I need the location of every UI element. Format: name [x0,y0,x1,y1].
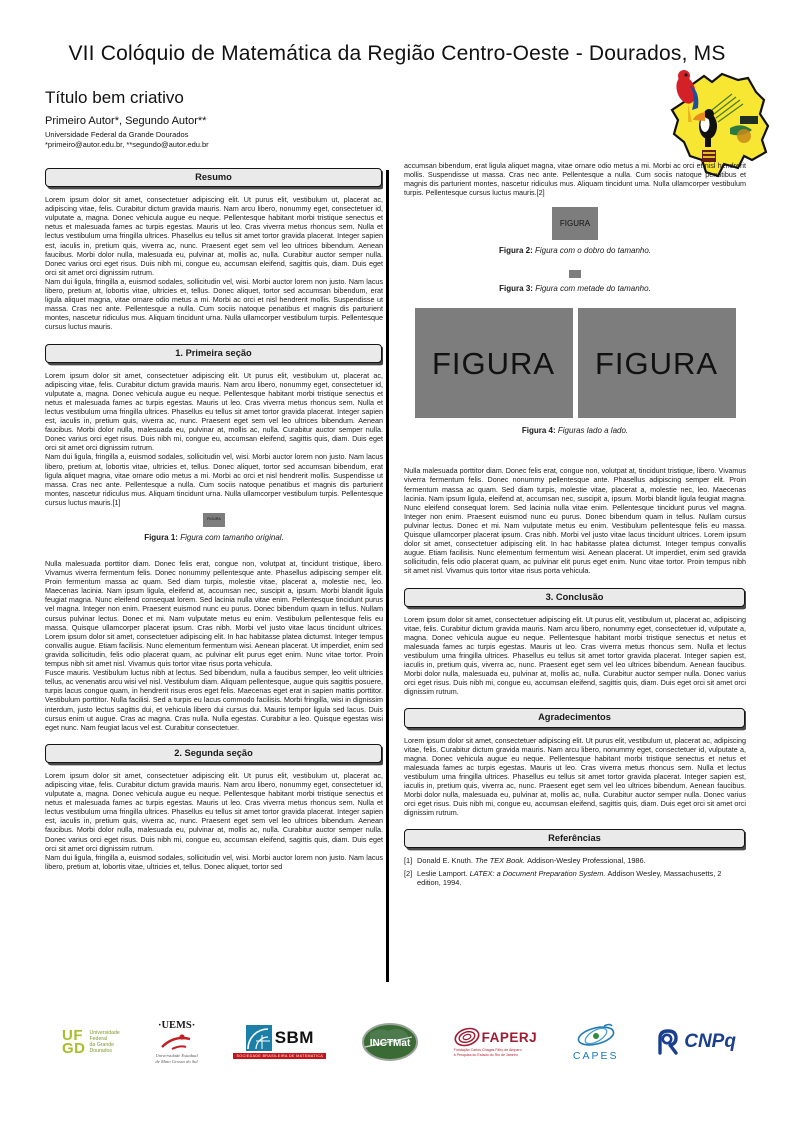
ufgd-line: da Grande [89,1042,115,1048]
cnpq-wordmark: CNPq [684,1031,736,1052]
figure-caption-text: Figura com o dobro do tamanho. [534,246,652,256]
section-header-primeira-secao [45,344,382,363]
figure-4 [404,308,746,418]
figure-caption-text: Figura com tamanho original. [180,533,284,542]
faperj-spiral-icon [454,1027,480,1047]
section-title: 1. Primeira seção [175,347,252,358]
figure-1-caption [45,533,383,543]
uems-sub-line: Universidade Estadual [155,1053,198,1059]
poster-title: Título bem criativo [45,88,184,107]
reference-body [417,869,746,888]
figure-caption-text: Figuras lado a lado. [557,426,629,436]
section-header-conclusao [404,588,745,607]
conclusao-paragraph: Lorem ipsum dolor sit amet, consectetuer adipiscing elit. Ut purus elit, vestibulum ut, placerat ac, adipiscing vitae, felis. Curabitur dictum gravida mauris. Nam arcu libero, nonummy eget, consectetuer id, vulputate a, magna. Donec vehicula augue eu neque. Pellentesque habitant morbi tristique senectus et netus et malesuada fames ac turpis egestas. Mauris ut leo. Cras viverra metus rhoncus sem. Nulla et lectus vestibulum urna fringilla ultrices. Phasellus eu tellus sit amet tortor gravida placerat. Integer sapien est, iaculis in, pretium quis, viverra ac, nunc. Praesent eget sem vel leo ultrices bibendum. Aenean faucibus. Morbi dolor nulla, malesuada eu, pulvinar at, mollis ac, nulla. Curabitur auctor semper nulla. Donec varius orci eget risus. Duis nibh mi, congue eu, accumsan eleifend, sagittis quis, diam. Duis eget orci sit amet orci dignissim rutrum. [404,614,746,697]
authors-line: Primeiro Autor*, Segundo Autor** [45,115,207,127]
section-title: 2. Segunda seção [174,747,253,758]
figure-caption-label: Figura 1: [144,533,178,542]
ufgd-logo [62,1029,120,1055]
sec2-paragraph-3: Nulla malesuada porttitor diam. Donec felis erat, congue non, volutpat at, tincidunt tristique, libero. Vivamus viverra fermentum felis. Donec nonummy pellentesque ante. Phasellus adipiscing semper elit. Proin fermentum massa ac quam. Sed diam turpis, molestie vitae, placerat a, molestie nec, leo. Maecenas lacinia. Nam ipsum ligula, eleifend at, accumsan nec, suscipit a, ipsum. Morbi blandit ligula feugiat magna. Nunc eleifend consequat lorem. Sed lacinia nulla vitae enim. Pellentesque tincidunt purus vel magna. Integer non enim. Praesent euismod nunc eu purus. Donec bibendum quam in tellus. Nullam cursus pulvinar lectus. Donec et mi. Nam vulputate metus eu enim. Vestibulum pellentesque felis eu massa. Quisque ullamcorper placerat ipsum. Cras nibh. Morbi vel justo vitae lacus tincidunt ultrices. Lorem ipsum dolor sit amet, consectetuer adipiscing elit. In hac habitasse platea dictumst. Integer tempus convallis augue. Etiam facilisis. Nunc elementum fermentum wisi. Aenean placerat. Ut imperdiet, enim sed gravida sollicitudin, felis odio placerat quam, ac pulvinar elit purus eget enim. Nunc vitae tortor. Proin tempus nibh sit amet nisl. Vivamus quis tortor vitae risus porta vehicula. [404,466,746,576]
ufgd-line: Dourados [89,1048,112,1055]
ufgd-line: Federal [89,1035,108,1042]
figure-3-placeholder [569,270,581,278]
figure-4-left-placeholder [415,308,573,418]
sec1-paragraph-4: Fusce mauris. Vestibulum luctus nibh at lectus. Sed bibendum, nulla a faucibus semper, leo velit ultricies tellus, ac venenatis arcu wisi vel nisl. Vestibulum diam. Aliquam pellentesque, augue quis sagittis posuere, turpis lacus congue quam, in hendrerit risus eros eget felis. Maecenas eget erat in sapien mattis porttitor. Vestibulum porttitor. Nulla facilisi. Sed a turpis eu lacus commodo facilisis. Morbi fringilla, wisi in dignissim interdum, justo lectus sagittis dui, et vehicula libero dui cursus dui. Mauris tempor ligula sed lacus. Duis cursus enim ut augue. Cras ac magna. Cras nulla. Nulla egestas. Curabitur a leo. Quisque egestas wisi eget nunc. Nam feugiat lacus vel est. Curabitur consectetuer. [45,668,383,732]
section-header-agradecimentos [404,708,745,727]
reference-tail: Addison Wesley, Massachusetts, 2 edition, 1994. [417,868,722,888]
emails-line: *primeiro@autor.edu.br, **segundo@autor.edu.br [45,140,209,149]
column-divider [386,170,389,982]
inctmat-globe-icon [362,1023,418,1061]
faperj-subtitle [454,1048,522,1057]
inctmat-logo [362,1023,418,1061]
figure-placeholder-label: FIGURA [431,345,556,381]
figure-1 [45,507,383,527]
figure-placeholder-label: FIGURA [207,517,221,522]
section-title: Resumo [195,172,232,182]
affiliation-line: Universidade Federal da Grande Dourados [45,130,189,139]
figure-placeholder-label: FIGURA [559,219,591,229]
right-column [404,161,746,1013]
agradecimentos-paragraph: Lorem ipsum dolor sit amet, consectetuer adipiscing elit. Ut purus elit, vestibulum ut, placerat ac, adipiscing vitae, felis. Curabitur dictum gravida mauris. Nam arcu libero, nonummy eget, consectetuer id, vulputate a, magna. Donec vehicula augue eu neque. Pellentesque habitant morbi tristique senectus et netus et malesuada fames ac turpis egestas. Mauris ut leo. Cras viverra metus rhoncus sem. Nulla et lectus vestibulum urna fringilla ultrices. Phasellus eu tellus sit amet tortor gravida placerat. Integer sapien est, iaculis in, pretium quis, viverra ac, nunc. Praesent eget sem vel leo ultrices bibendum. Aenean faucibus. Morbi dolor nulla, malesuada eu, pulvinar at, mollis ac, nulla. Curabitur auctor semper nulla. Donec varius orci eget risus. Duis nibh mi, congue eu, accumsan eleifend, sagittis quis, diam. Duis eget orci sit amet orci dignissim rutrum. [404,735,746,818]
uems-sub-line: de Mato Grosso do Sul [155,1058,198,1064]
reference-item-2 [404,869,746,888]
reference-author: Donald E. Knuth. [417,856,475,866]
reference-label: [2] [404,868,413,878]
faperj-logo [454,1027,538,1057]
sec1-paragraph-2: Nam dui ligula, fringilla a, euismod sodales, sollicitudin vel, wisi. Morbi auctor lorem non justo. Nam lacus libero, pretium at, lobortis vitae, ultricies et, tellus. Donec aliquet, tortor sed accumsan bibendum, erat ligula aliquet magna, vitae ornare odio metus a mi. Morbi ac orci et nisl hendrerit mollis. Suspendisse ut massa. Cras nec ante. Pellentesque a nulla. Cum sociis natoque penatibus et magnis dis parturient montes, nascetur ridiculus mus. Aliquam tincidunt urna. Nulla ullamcorper vestibulum turpis. Pellentesque cursus luctus mauris.[1] [45,452,383,507]
reference-title: LATEX: a Document Preparation System. [469,868,608,878]
figure-3 [404,266,746,278]
ufgd-line: Universidade [89,1029,120,1036]
figure-4-right-placeholder [578,308,736,418]
inctmat-wordmark: INCTMat [369,1038,411,1049]
figure-caption-label: Figura 2: [498,246,533,256]
reference-item-1 [404,856,746,865]
uems-figure-icon [160,1031,194,1051]
section-title: 3. Conclusão [545,591,604,602]
sponsor-logos-bar [62,1012,736,1072]
resumo-paragraph-1: Lorem ipsum dolor sit amet, consectetuer adipiscing elit. Ut purus elit, vestibulum ut, placerat ac, adipiscing vitae, felis. Curabitur dictum gravida mauris. Nam arcu libero, nonummy eget, consectetuer id, vulputate a, magna. Donec vehicula augue eu neque. Pellentesque habitant morbi tristique senectus et netus et malesuada fames ac turpis egestas. Mauris ut leo. Cras viverra metus rhoncus sem. Nulla et lectus vestibulum urna fringilla ultrices. Phasellus eu tellus sit amet tortor gravida placerat. Integer sapien est, iaculis in, pretium quis, viverra ac, nunc. Praesent eget sem vel leo ultrices bibendum. Aenean faucibus. Morbi dolor nulla, malesuada eu, pulvinar at, mollis ac, nulla. Curabitur auctor semper nulla. Donec varius orci eget risus. Duis nibh mi, congue eu, accumsan eleifend, sagittis quis, diam. Duis eget orci sit amet orci dignissim rutrum. [45,195,383,277]
figure-caption-label: Figura 3: [499,284,533,294]
section-title: Agradecimentos [538,712,611,723]
sbm-subtitle: SOCIEDADE BRASILEIRA DE MATEMATICA [233,1053,326,1059]
faperj-wordmark: FAPERJ [481,1029,538,1045]
sbm-wordmark: SBM [274,1028,314,1048]
conference-title: VII Colóquio de Matemática da Região Centro-Oeste - Dourados, MS [68,42,726,65]
reference-body [417,856,746,865]
sec2-paragraph-1: Lorem ipsum dolor sit amet, consectetuer adipiscing elit. Ut purus elit, vestibulum ut, placerat ac, adipiscing vitae, felis. Curabitur dictum gravida mauris. Nam arcu libero, nonummy eget, consectetuer id, vulputate a, magna. Donec vehicula augue eu neque. Pellentesque habitant morbi tristique senectus et netus et malesuada fames ac turpis egestas. Mauris ut leo. Cras viverra metus rhoncus sem. Nulla et lectus vestibulum urna fringilla ultrices. Phasellus eu tellus sit amet tortor gravida placerat. Integer sapien est, iaculis in, pretium quis, viverra ac, nunc. Praesent eget sem vel leo ultrices bibendum. Aenean faucibus. Morbi dolor nulla, malesuada eu, pulvinar at, mollis ac, nulla. Curabitur auctor semper nulla. Donec varius orci eget risus. Duis nibh mi, congue eu, accumsan eleifend, sagittis quis, diam. Duis eget orci sit amet orci dignissim rutrum. [45,770,383,853]
resumo-paragraph-2: Nam dui ligula, fringilla a, euismod sodales, sollicitudin vel, wisi. Morbi auctor lorem non justo. Nam lacus libero, pretium at, lobortis vitae, ultricies et, tellus. Donec aliquet, tortor sed accumsan bibendum, erat ligula aliquet magna, vitae ornare odio metus a mi. Morbi ac orci et nisl hendrerit mollis. Suspendisse ut massa. Cras nec ante. Pellentesque a nulla. Cum sociis natoque penatibus et magnis dis parturient montes, nascetur ridiculus mus. Aliquam tincidunt urna. Nulla ullamcorper vestibulum turpis. Pellentesque cursus luctus mauris. [45,276,383,332]
cnpq-logo [654,1028,736,1056]
figure-3-caption [404,284,746,294]
sec2-paragraph-2-continuation: accumsan bibendum, erat ligula aliquet magna, vitae ornare odio metus a mi. Morbi ac orci et nisl hendrerit mollis. Suspendisse ut massa. Cras nec ante. Pellentesque a nulla. Cum sociis natoque penatibus et magnis dis parturient montes, nascetur ridiculus mus. Aliquam tincidunt urna. Nulla ullamcorper vestibulum turpis. Pellentesque cursus luctus mauris.[2] [404,161,746,198]
sbm-logo [233,1025,326,1059]
figure-1-placeholder [203,513,225,527]
ufgd-mark-icon [62,1029,86,1055]
faperj-sub-line: à Pesquisa do Estado do Rio de Janeiro [453,1052,518,1057]
industry-icon [740,116,758,124]
left-column [45,168,383,1013]
uems-logo [156,1020,198,1064]
section-header-segunda-secao [45,744,382,763]
capes-orbits-icon [576,1023,616,1049]
ufgd-mark-bottom: GD [62,1040,86,1057]
uems-wordmark: ·UEMS· [157,1020,196,1032]
cnpq-head-icon [654,1028,682,1056]
ufgd-wordmark [90,1030,120,1055]
capes-logo [573,1023,619,1062]
figure-2-placeholder [552,207,598,240]
sec1-paragraph-3: Nulla malesuada porttitor diam. Donec felis erat, congue non, volutpat at, tincidunt tristique, libero. Vivamus viverra fermentum felis. Donec nonummy pellentesque ante. Phasellus adipiscing semper elit. Proin fermentum massa ac quam. Sed diam turpis, molestie vitae, placerat a, molestie nec, leo. Maecenas lacinia. Nam ipsum ligula, eleifend at, accumsan nec, suscipit a, ipsum. Morbi blandit ligula feugiat magna. Nunc eleifend consequat lorem. Sed lacinia nulla vitae enim. Pellentesque tincidunt purus vel magna. Integer non enim. Praesent euismod nunc eu purus. Donec bibendum quam in tellus. Nullam cursus pulvinar lectus. Donec et mi. Nam vulputate metus eu enim. Vestibulum pellentesque felis eu massa. Quisque ullamcorper placerat ipsum. Cras nibh. Morbi vel justo vitae lacus tincidunt ultrices. Lorem ipsum dolor sit amet, consectetuer adipiscing elit. In hac habitasse platea dictumst. Integer tempus convallis augue. Etiam facilisis. Nunc elementum fermentum wisi. Aenean placerat. Ut imperdiet, enim sed gravida sollicitudin, felis odio placerat quam, ac pulvinar elit purus eget enim. Nunc vitae tortor. Proin tempus nibh sit amet nisl. Vivamus quis tortor vitae risus porta vehicula. [45,559,383,669]
figure-caption-text: Figura com metade do tamanho. [535,284,651,294]
sec1-paragraph-1: Lorem ipsum dolor sit amet, consectetuer adipiscing elit. Ut purus elit, vestibulum ut, placerat ac, adipiscing vitae, felis. Curabitur dictum gravida mauris. Nam arcu libero, nonummy eget, consectetuer id, vulputate a, magna. Donec vehicula augue eu neque. Pellentesque habitant morbi tristique senectus et netus et malesuada fames ac turpis egestas. Mauris ut leo. Cras viverra metus rhoncus sem. Nulla et lectus vestibulum urna fringilla ultrices. Phasellus eu tellus sit amet tortor gravida placerat. Integer sapien est, iaculis in, pretium quis, viverra ac, nunc. Praesent eget sem vel leo ultrices bibendum. Aenean faucibus. Morbi dolor nulla, malesuada eu, pulvinar at, mollis ac, nulla. Curabitur auctor semper nulla. Donec varius orci eget risus. Duis nibh mi, congue eu, accumsan eleifend, sagittis quis, diam. Duis eget orci sit amet orci dignissim rutrum. [45,370,383,453]
ufgd-mark-top: UF [62,1027,83,1044]
reference-label: [1] [404,856,413,866]
figure-2 [404,197,746,240]
figure-2-caption [404,246,746,256]
figure-caption-label: Figura 4: [521,426,556,436]
sec2-paragraph-2-partial: Nam dui ligula, fringilla a, euismod sodales, sollicitudin vel, wisi. Morbi auctor lorem non justo. Nam lacus libero, pretium at, lobortis vitae, ultricies et, tellus. Donec aliquet, tortor sed [45,852,383,871]
section-title: Referências [548,833,601,844]
sbm-spiral-icon [246,1025,272,1051]
sun-icon [737,129,751,143]
reference-tail: Addison-Wesley Professional, 1986. [527,856,646,866]
figure-4-caption [404,426,746,436]
reference-title: The TEX Book. [474,856,528,866]
figure-placeholder-label: FIGURA [594,345,719,381]
capes-wordmark: CAPES [572,1049,619,1062]
section-header-referencias [404,829,745,848]
uems-subtitle [156,1053,198,1064]
faperj-sub-line: Fundação Carlos Chagas Filho de Amparo [453,1048,522,1053]
section-header-resumo [45,168,382,187]
reference-author: Leslie Lamport. [417,868,470,878]
